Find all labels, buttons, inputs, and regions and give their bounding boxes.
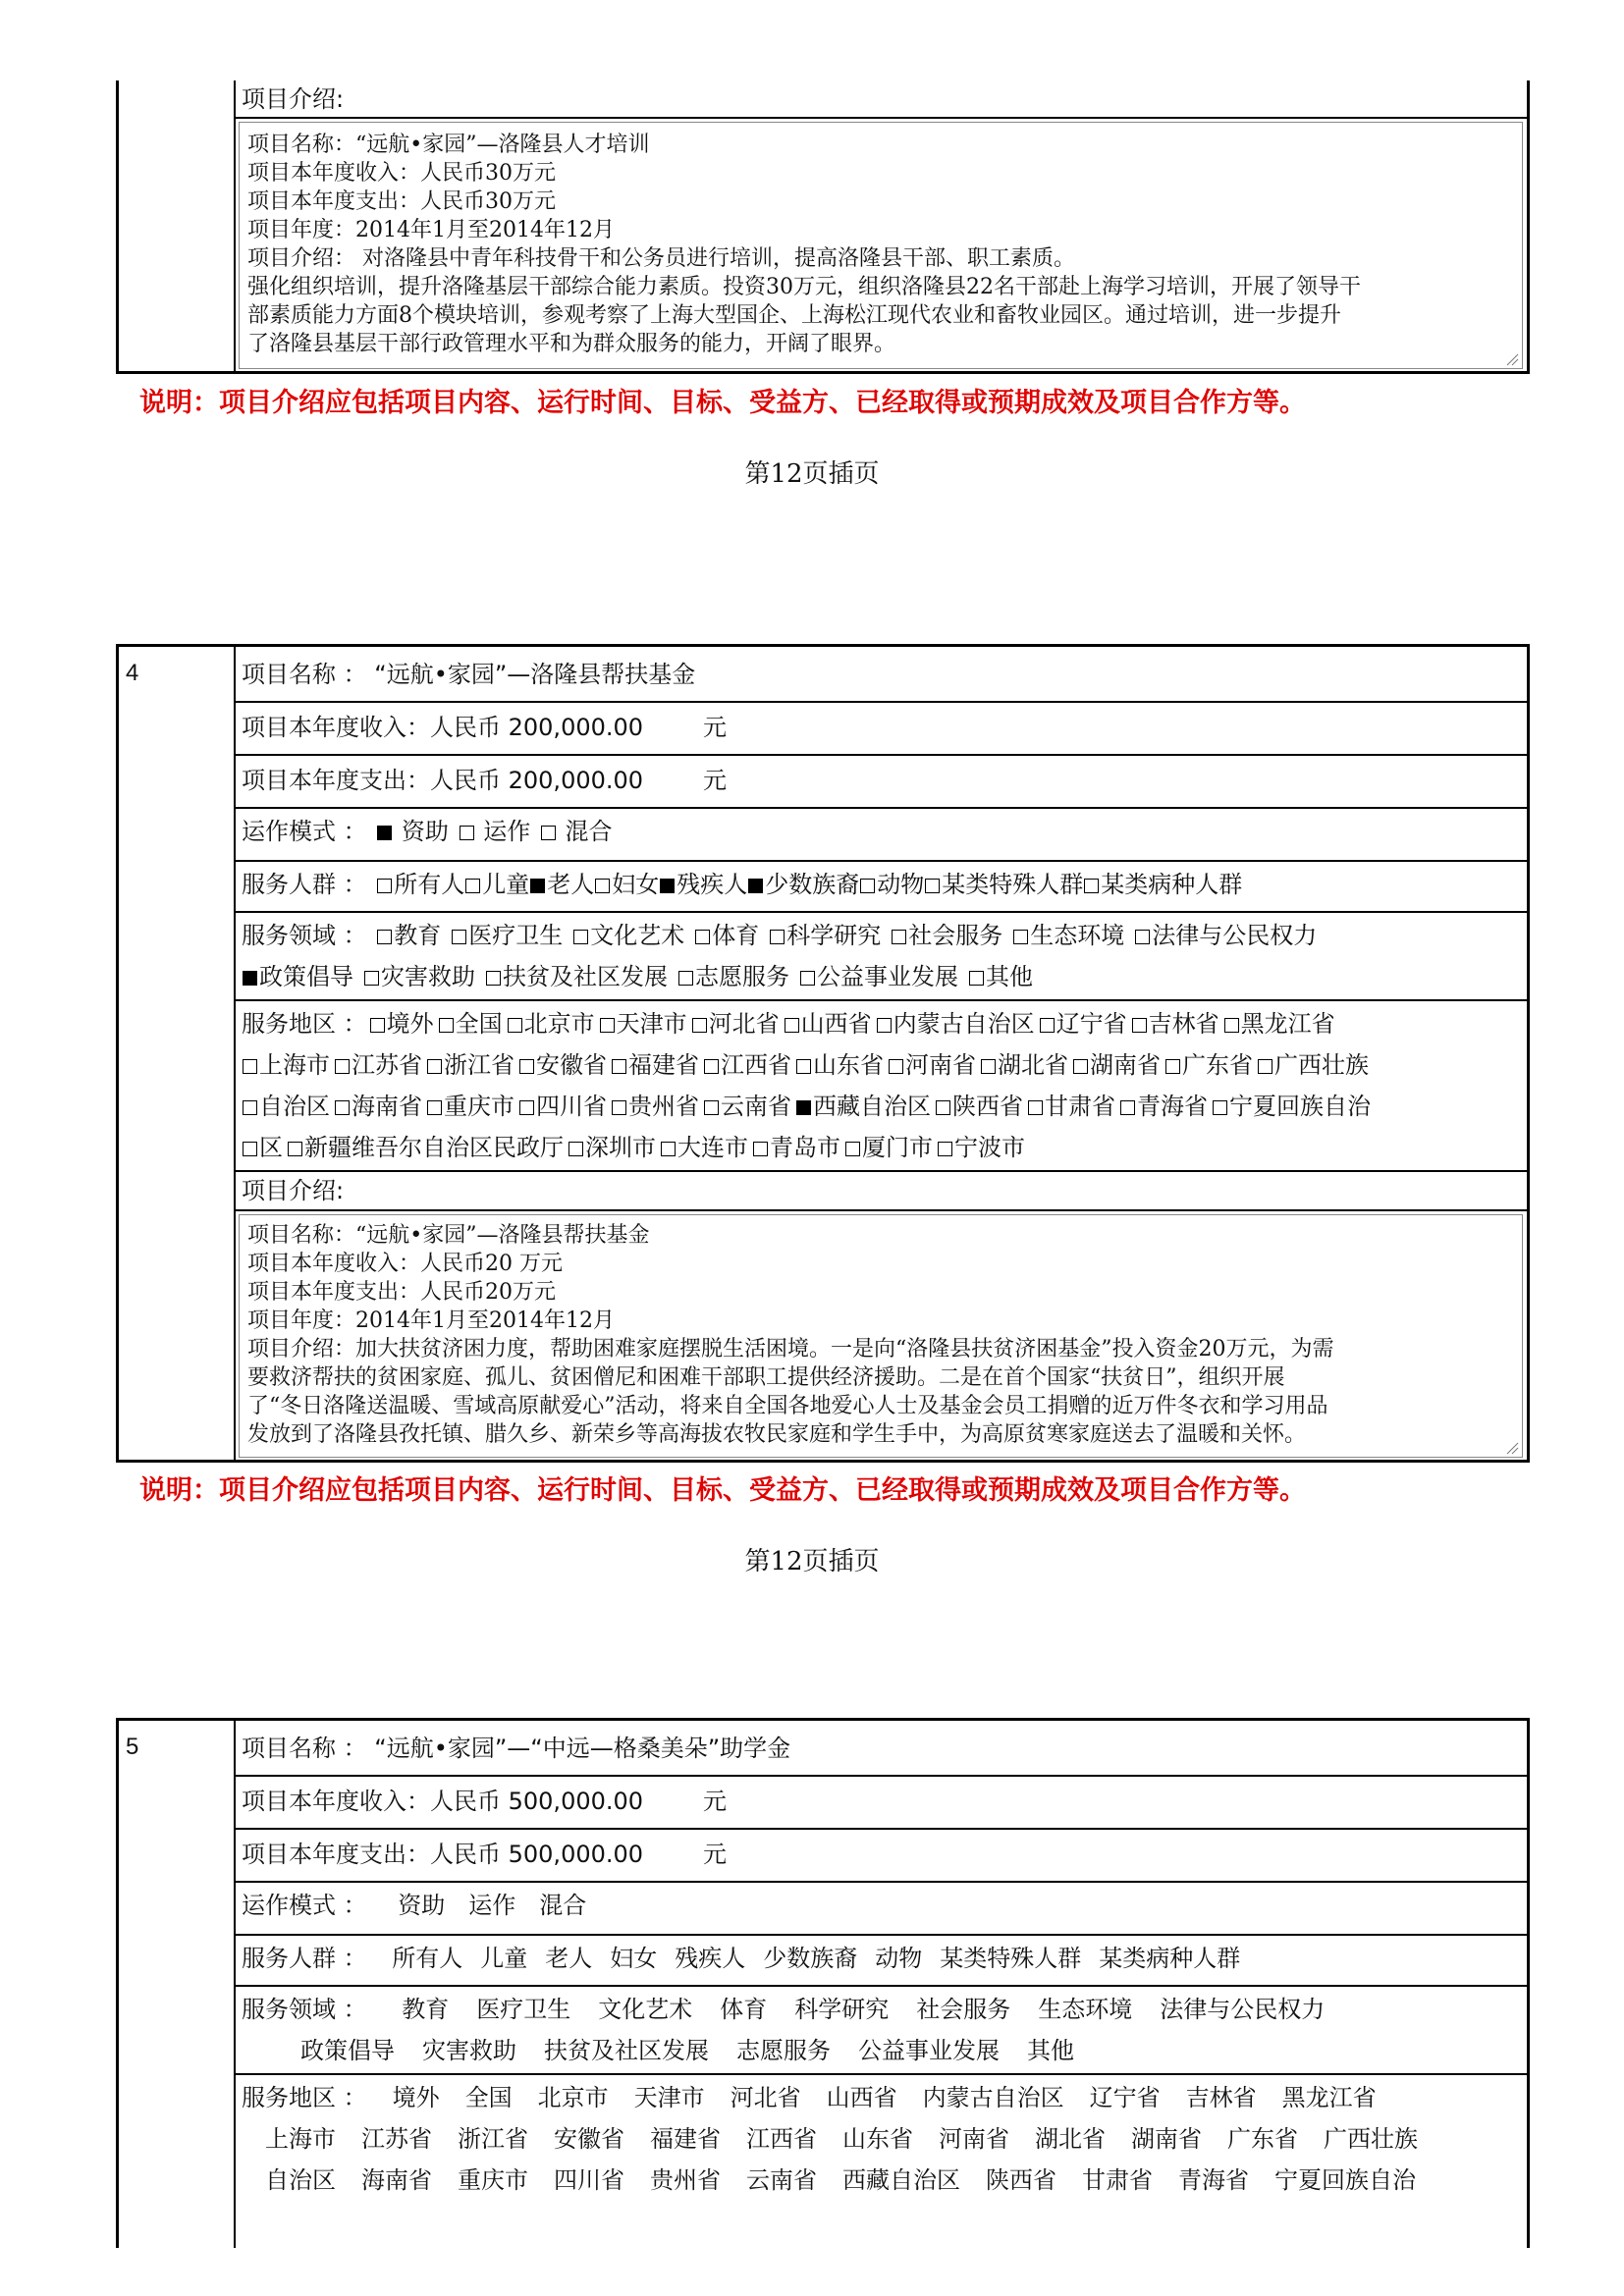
row-divider xyxy=(234,911,1528,913)
option-checkbox[interactable] xyxy=(465,879,480,893)
mode-option: 运作 xyxy=(483,818,531,845)
option-label: 广西壮族 xyxy=(1274,1051,1369,1079)
option-checkbox[interactable] xyxy=(860,879,875,893)
row-divider xyxy=(234,807,1528,809)
option-label: 江西省 xyxy=(721,1051,791,1079)
option-label: 江苏省 xyxy=(352,1051,422,1079)
intro-text: 项目名称：“远航•家园”—洛隆县帮扶基金 项目本年度收入：人民币20 万元 项目本年度支出：人民币20万元 项目年度：2014年1月至2014年12月 项目介绍：加大扶贫济困力度，帮助困难家庭摆脱生活困境。一是向“洛隆县扶贫济困基金”投入资金20万元，为需 要救济帮扶的贫困家庭、孤儿、贫困僧尼和困难干部职工提供经济援助。二是在首个国家“扶贫日”，组织开展 了“冬日洛隆送温暖、雪域高原献爱心”活动，将来自全国各地爱心人士及基金会员工捐赠的近万件冬衣和学习用品 发放到了洛隆县孜托镇、腊久乡、新荣乡等高海拔农牧民家庭和学生手中，为高原贫寒家庭送去了温暖和关怀。 xyxy=(247,1223,1334,1447)
row-divider xyxy=(234,1775,1528,1777)
option-checkbox[interactable] xyxy=(770,930,785,944)
table-column-divider xyxy=(234,80,236,373)
option-checkbox[interactable] xyxy=(1258,1059,1272,1074)
option-label: 青海省 xyxy=(1137,1093,1208,1120)
option-label: 内蒙古自治区 xyxy=(922,2084,1064,2111)
option-label: 贵州省 xyxy=(650,2166,721,2194)
mode-checkbox[interactable] xyxy=(377,826,392,840)
option-checkbox[interactable] xyxy=(892,930,906,944)
table-border-right xyxy=(1527,80,1530,373)
option-label: 江苏省 xyxy=(361,2125,432,2153)
intro-text: 项目名称：“远航•家园”—洛隆县人才培训 项目本年度收入：人民币30万元 项目本年度支出：人民币30万元 项目年度：2014年1月至2014年12月 项目介绍： 对洛隆县中青年科技骨干和公务员进行培训，提高洛隆县干部、职工素质。 强化组织培训，提升洛隆基层干部综合能力素质。投资30万元，组织洛隆县22名干部赴上海学习培训，开展了领导干 部素质能力方面8个模块培训，参观考察了上海大型国企、上海松江现代农业和畜牧业园区。通过培训，进一步提升 了洛隆县基层干部行政管理水平和为群众服务的能力，开阔了眼界。 xyxy=(247,133,1361,356)
option-label: 吉林省 xyxy=(1148,1010,1219,1038)
option-label: 公益事业发展 xyxy=(858,2037,1000,2064)
expense-field: 项目本年度支出：人民币 500,000.00 xyxy=(242,1841,644,1868)
income-unit: 元 xyxy=(703,714,727,741)
option-label: 所有人 xyxy=(392,1945,463,1972)
option-label: 资助 xyxy=(398,1892,446,1919)
option-label: 灾害救助 xyxy=(381,963,475,990)
option-label: 生态环境 xyxy=(1038,1996,1133,2023)
option-checkbox[interactable] xyxy=(1013,930,1028,944)
option-checkbox[interactable] xyxy=(377,879,392,893)
option-checkbox[interactable] xyxy=(938,1142,952,1156)
option-label: 厦门市 xyxy=(862,1134,933,1161)
option-label: 科学研究 xyxy=(794,1996,890,2023)
option-checkbox[interactable] xyxy=(692,1018,707,1033)
option-label: 文化艺术 xyxy=(590,922,685,949)
option-label: 河南省 xyxy=(905,1051,976,1079)
option-label: 动物 xyxy=(875,1945,923,1972)
service-region-row xyxy=(242,1003,1377,1168)
option-label: 广西壮族 xyxy=(1324,2125,1418,2153)
option-label: 某类特殊人群 xyxy=(940,1945,1082,1972)
option-checkbox[interactable] xyxy=(660,879,675,893)
option-label: 生态环境 xyxy=(1030,922,1125,949)
option-checkbox[interactable] xyxy=(595,879,610,893)
option-checkbox[interactable] xyxy=(1040,1018,1055,1033)
mode-label: 运作模式 ： xyxy=(242,1892,367,1919)
row-divider xyxy=(234,754,1528,756)
option-label: 妇女 xyxy=(612,871,660,898)
option-checkbox[interactable] xyxy=(612,1100,626,1115)
option-label: 儿童 xyxy=(482,871,530,898)
option-label: 科学研究 xyxy=(786,922,882,949)
table-border-right xyxy=(1527,1718,1530,2248)
option-checkbox[interactable] xyxy=(845,1142,860,1156)
region-options xyxy=(242,2125,1420,2153)
field-label: 服务领域 ： xyxy=(242,922,367,949)
expense-unit: 元 xyxy=(703,767,727,794)
option-label: 志愿服务 xyxy=(736,2037,831,2064)
project-name: 项目名称 ： “远航•家园”—洛隆县帮扶基金 xyxy=(242,661,696,688)
option-checkbox[interactable] xyxy=(1213,1100,1227,1115)
option-checkbox[interactable] xyxy=(243,1100,257,1115)
option-checkbox[interactable] xyxy=(796,1059,811,1074)
option-checkbox[interactable] xyxy=(1028,1100,1043,1115)
table-column-divider xyxy=(234,1718,236,2248)
option-label: 老人 xyxy=(545,1945,593,1972)
option-label: 儿童 xyxy=(480,1945,528,1972)
option-label: 公益事业发展 xyxy=(817,963,958,990)
option-label: 河北省 xyxy=(708,1010,780,1038)
option-checkbox[interactable] xyxy=(661,1142,676,1156)
project-name: 项目名称 ： “远航•家园”—“中远—格桑美朵”助学金 xyxy=(242,1735,791,1762)
option-label: 运作 xyxy=(468,1892,516,1919)
option-label: 江西省 xyxy=(746,2125,817,2153)
service-field-row xyxy=(242,915,1328,997)
people-label: 服务人群 ： xyxy=(242,871,367,898)
region-label: 服务地区 ： xyxy=(242,2084,367,2111)
option-label: 混合 xyxy=(539,1892,587,1919)
option-label: 广东省 xyxy=(1227,2125,1298,2153)
option-label: 医疗卫生 xyxy=(468,922,564,949)
option-label: 西藏自治区 xyxy=(813,1093,931,1120)
option-label: 宁夏回族自治 xyxy=(1229,1093,1371,1120)
option-label: 湖南省 xyxy=(1090,1051,1161,1079)
option-label: 教育 xyxy=(394,922,442,949)
option-label: 其他 xyxy=(986,963,1033,990)
expense-unit: 元 xyxy=(703,1841,727,1868)
option-checkbox[interactable] xyxy=(508,1018,522,1033)
option-checkbox[interactable] xyxy=(439,1018,454,1033)
row-divider xyxy=(234,1828,1528,1830)
option-checkbox[interactable] xyxy=(243,1142,257,1156)
mode-checkbox[interactable] xyxy=(460,826,474,840)
option-checkbox[interactable] xyxy=(1073,1059,1088,1074)
option-label: 区 xyxy=(259,1134,283,1161)
option-label: 残疾人 xyxy=(675,1945,746,1972)
instruction-note: 说明：项目介绍应包括项目内容、运行时间、目标、受益方、已经取得或预期成效及项目合作方等。 xyxy=(139,1475,1306,1506)
option-label: 北京市 xyxy=(523,1010,595,1038)
mode-checkbox[interactable] xyxy=(541,826,556,840)
option-label: 妇女 xyxy=(610,1945,658,1972)
table-border-left xyxy=(116,80,119,373)
option-checkbox[interactable] xyxy=(519,1059,534,1074)
field-options xyxy=(376,1996,1326,2023)
option-label: 重庆市 xyxy=(444,1093,514,1120)
page-label: 第12页插页 xyxy=(744,1547,880,1576)
option-label: 全国 xyxy=(464,2084,513,2111)
option-checkbox[interactable] xyxy=(889,1059,903,1074)
option-label: 西藏自治区 xyxy=(842,2166,960,2194)
option-label: 海南省 xyxy=(352,1093,422,1120)
option-checkbox[interactable] xyxy=(704,1100,719,1115)
option-checkbox[interactable] xyxy=(796,1100,811,1115)
option-label: 海南省 xyxy=(361,2166,432,2194)
service-field-row xyxy=(242,1989,1328,2071)
row-divider xyxy=(234,701,1528,703)
option-checkbox[interactable] xyxy=(936,1100,950,1115)
option-label: 体育 xyxy=(720,1996,768,2023)
people-options xyxy=(376,871,1242,898)
option-label: 天津市 xyxy=(616,1010,687,1038)
option-label: 所有人 xyxy=(394,871,465,898)
row-number: 4 xyxy=(126,660,139,686)
mode-option: 资助 xyxy=(401,818,449,845)
option-label: 上海市 xyxy=(265,2125,336,2153)
option-label: 深圳市 xyxy=(585,1134,656,1161)
option-label: 福建省 xyxy=(628,1051,699,1079)
option-label: 某类特殊人群 xyxy=(942,871,1084,898)
option-label: 政策倡导 xyxy=(300,2037,395,2064)
option-checkbox[interactable] xyxy=(600,1018,615,1033)
region-label: 服务地区 ： xyxy=(242,1010,367,1038)
option-label: 自治区 xyxy=(265,2166,336,2194)
option-label: 湖南省 xyxy=(1131,2125,1202,2153)
option-checkbox[interactable] xyxy=(243,1059,257,1074)
option-label: 老人 xyxy=(547,871,595,898)
option-label: 山东省 xyxy=(813,1051,884,1079)
option-label: 河南省 xyxy=(939,2125,1009,2153)
option-label: 大连市 xyxy=(677,1134,748,1161)
people-label: 服务人群 ： xyxy=(242,1945,367,1972)
instruction-note: 说明：项目介绍应包括项目内容、运行时间、目标、受益方、已经取得或预期成效及项目合作方等。 xyxy=(139,388,1306,418)
option-checkbox[interactable] xyxy=(335,1059,350,1074)
option-checkbox[interactable] xyxy=(981,1059,996,1074)
option-checkbox[interactable] xyxy=(427,1100,442,1115)
option-label: 扶贫及社区发展 xyxy=(544,2037,709,2064)
row-divider xyxy=(234,1881,1528,1883)
table-column-divider xyxy=(234,644,236,1463)
option-label: 教育 xyxy=(402,1996,450,2023)
row-divider xyxy=(234,1985,1528,1987)
option-label: 动物 xyxy=(877,871,925,898)
option-checkbox[interactable] xyxy=(530,879,545,893)
intro-label: 项目介绍: xyxy=(242,1177,345,1204)
income-field: 项目本年度收入：人民币 200,000.00 xyxy=(242,714,644,741)
option-label: 陕西省 xyxy=(952,1093,1023,1120)
option-checkbox[interactable] xyxy=(704,1059,719,1074)
option-label: 山西省 xyxy=(826,2084,897,2111)
row-divider xyxy=(234,1934,1528,1936)
option-label: 灾害救助 xyxy=(422,2037,516,2064)
option-label: 其他 xyxy=(1027,2037,1074,2064)
option-label: 医疗卫生 xyxy=(476,1996,571,2023)
option-label: 重庆市 xyxy=(458,2166,528,2194)
option-checkbox[interactable] xyxy=(427,1059,442,1074)
option-label: 黑龙江省 xyxy=(1281,2084,1377,2111)
option-label: 宁夏回族自治 xyxy=(1274,2166,1416,2194)
row-number: 5 xyxy=(126,1734,139,1760)
option-checkbox[interactable] xyxy=(612,1059,626,1074)
option-label: 境外 xyxy=(386,1010,434,1038)
option-label: 安徽省 xyxy=(554,2125,624,2153)
option-label: 辽宁省 xyxy=(1056,1010,1127,1038)
option-label: 体育 xyxy=(712,922,760,949)
option-label: 上海市 xyxy=(259,1051,330,1079)
service-people-row xyxy=(242,864,1244,905)
option-label: 天津市 xyxy=(633,2084,705,2111)
field-options xyxy=(376,922,1326,949)
row-divider xyxy=(234,1170,1528,1172)
field-options xyxy=(242,963,1043,990)
option-checkbox[interactable] xyxy=(877,1018,892,1033)
row-divider xyxy=(234,999,1528,1001)
option-label: 北京市 xyxy=(537,2084,609,2111)
option-checkbox[interactable] xyxy=(695,930,710,944)
field-options xyxy=(242,2037,1076,2064)
option-checkbox[interactable] xyxy=(573,930,588,944)
option-checkbox[interactable] xyxy=(335,1100,350,1115)
option-label: 安徽省 xyxy=(536,1051,607,1079)
region-options xyxy=(369,1010,1339,1038)
region-options xyxy=(242,2166,1418,2194)
mode-option: 混合 xyxy=(565,818,613,845)
people-options xyxy=(376,1945,1242,1972)
option-label: 广东省 xyxy=(1182,1051,1253,1079)
option-checkbox[interactable] xyxy=(519,1100,534,1115)
option-checkbox[interactable] xyxy=(1224,1018,1239,1033)
option-checkbox[interactable] xyxy=(1084,879,1099,893)
option-checkbox[interactable] xyxy=(243,971,257,986)
option-checkbox[interactable] xyxy=(925,879,940,893)
option-label: 湖北省 xyxy=(998,1051,1068,1079)
option-label: 新疆维吾尔自治区民政厅 xyxy=(304,1134,564,1161)
option-label: 青海省 xyxy=(1178,2166,1249,2194)
row-divider xyxy=(234,117,1528,119)
option-label: 某类病种人群 xyxy=(1099,1945,1241,1972)
table-border-top xyxy=(116,1718,1530,1721)
field-label: 服务领域 ： xyxy=(242,1996,367,2023)
option-label: 陕西省 xyxy=(986,2166,1056,2194)
option-checkbox[interactable] xyxy=(568,1142,583,1156)
option-label: 云南省 xyxy=(746,2166,817,2194)
option-label: 河北省 xyxy=(730,2084,801,2111)
option-label: 某类病种人群 xyxy=(1101,871,1243,898)
option-label: 宁波市 xyxy=(954,1134,1025,1161)
table-border-left xyxy=(116,1718,119,2248)
option-checkbox[interactable] xyxy=(678,971,693,986)
resize-grip-icon[interactable] xyxy=(1505,351,1519,365)
mode-options xyxy=(376,1892,588,1919)
operation-mode-row xyxy=(242,811,614,852)
option-label: 山西省 xyxy=(800,1010,872,1038)
option-checkbox[interactable] xyxy=(1135,930,1150,944)
table-border-bottom xyxy=(116,371,1530,374)
option-label: 社会服务 xyxy=(916,1996,1011,2023)
income-field: 项目本年度收入：人民币 500,000.00 xyxy=(242,1788,644,1815)
page-label: 第12页插页 xyxy=(744,459,880,489)
option-label: 甘肃省 xyxy=(1082,2166,1153,2194)
income-unit: 元 xyxy=(703,1788,727,1815)
option-checkbox[interactable] xyxy=(969,971,984,986)
option-label: 云南省 xyxy=(721,1093,791,1120)
region-options xyxy=(242,1093,1375,1120)
resize-grip-icon[interactable] xyxy=(1505,1440,1519,1454)
option-checkbox[interactable] xyxy=(753,1142,768,1156)
option-checkbox[interactable] xyxy=(785,1018,799,1033)
option-checkbox[interactable] xyxy=(364,971,379,986)
region-options xyxy=(369,2084,1379,2111)
row-divider xyxy=(234,1209,1528,1211)
option-label: 辽宁省 xyxy=(1089,2084,1161,2111)
option-label: 浙江省 xyxy=(458,2125,528,2153)
option-checkbox[interactable] xyxy=(370,1018,385,1033)
option-checkbox[interactable] xyxy=(1165,1059,1180,1074)
option-label: 湖北省 xyxy=(1035,2125,1106,2153)
option-label: 黑龙江省 xyxy=(1240,1010,1335,1038)
option-checkbox[interactable] xyxy=(288,1142,302,1156)
option-label: 福建省 xyxy=(650,2125,721,2153)
option-label: 政策倡导 xyxy=(259,963,353,990)
option-label: 志愿服务 xyxy=(695,963,789,990)
service-people-row xyxy=(242,1938,1244,1979)
option-label: 文化艺术 xyxy=(598,1996,693,2023)
option-label: 四川省 xyxy=(554,2166,624,2194)
expense-field: 项目本年度支出：人民币 200,000.00 xyxy=(242,767,644,794)
option-label: 四川省 xyxy=(536,1093,607,1120)
option-label: 少数族裔 xyxy=(763,1945,858,1972)
option-label: 山东省 xyxy=(842,2125,913,2153)
option-label: 少数族裔 xyxy=(765,871,860,898)
option-label: 扶贫及社区发展 xyxy=(503,963,668,990)
operation-mode-row xyxy=(242,1885,590,1926)
option-label: 全国 xyxy=(455,1010,503,1038)
option-label: 法律与公民权力 xyxy=(1152,922,1318,949)
option-checkbox[interactable] xyxy=(452,930,466,944)
option-checkbox[interactable] xyxy=(1132,1018,1147,1033)
option-label: 残疾人 xyxy=(677,871,748,898)
option-checkbox[interactable] xyxy=(1120,1100,1135,1115)
option-label: 境外 xyxy=(392,2084,440,2111)
mode-label: 运作模式 ： xyxy=(242,818,367,845)
option-label: 社会服务 xyxy=(908,922,1003,949)
intro-label: 项目介绍: xyxy=(242,85,345,113)
option-label: 浙江省 xyxy=(444,1051,514,1079)
row-divider xyxy=(234,2073,1528,2075)
option-label: 甘肃省 xyxy=(1045,1093,1115,1120)
option-label: 法律与公民权力 xyxy=(1160,1996,1326,2023)
option-label: 内蒙古自治区 xyxy=(893,1010,1035,1038)
region-options xyxy=(242,1051,1373,1079)
option-label: 吉林省 xyxy=(1185,2084,1257,2111)
option-label: 贵州省 xyxy=(628,1093,699,1120)
option-label: 青岛市 xyxy=(770,1134,840,1161)
service-region-row xyxy=(242,2077,1422,2201)
option-checkbox[interactable] xyxy=(748,879,763,893)
option-checkbox[interactable] xyxy=(486,971,501,986)
row-divider xyxy=(234,860,1528,862)
option-checkbox[interactable] xyxy=(377,930,392,944)
region-options xyxy=(242,1134,1029,1161)
option-checkbox[interactable] xyxy=(800,971,815,986)
option-label: 自治区 xyxy=(259,1093,330,1120)
